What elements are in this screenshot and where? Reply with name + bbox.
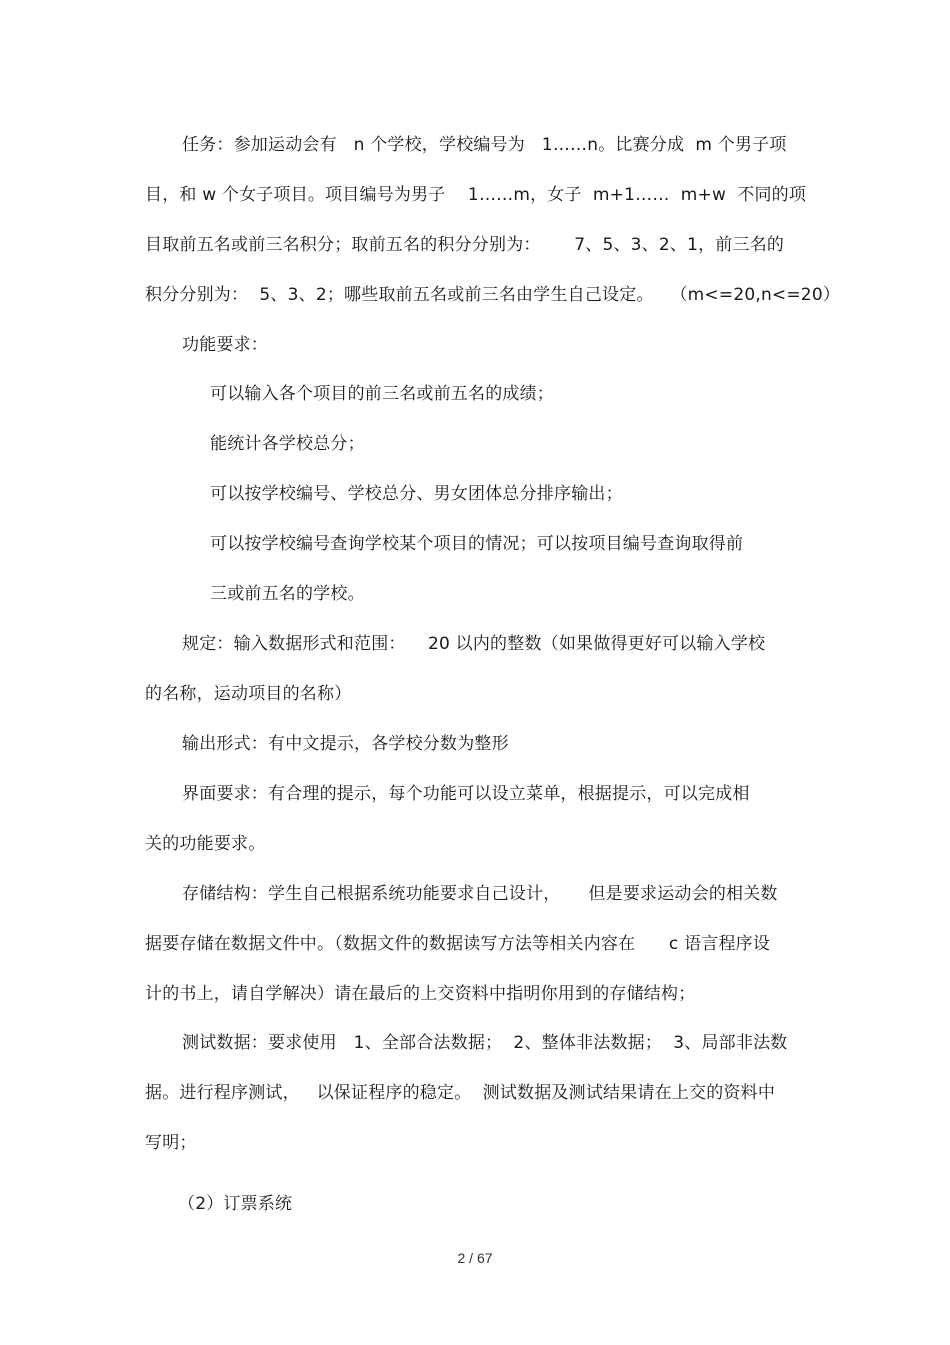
text-line: 据要存储在数据文件中。（数据文件的数据读写方法等相关内容在 c 语言程序设 bbox=[145, 934, 771, 954]
text-line: 任务：参加运动会有 n 个学校，学校编号为 1……n。比赛分成 m 个男子项 bbox=[182, 135, 787, 155]
list-item: 可以输入各个项目的前三名或前五名的成绩； bbox=[210, 384, 554, 404]
text-line: 存储结构：学生自己根据系统功能要求自己设计， 但是要求运动会的相关数 bbox=[182, 884, 778, 904]
text-line: 写明； bbox=[145, 1133, 197, 1153]
text-line: 测试数据：要求使用 1、全部合法数据； 2、整体非法数据； 3、局部非法数 bbox=[182, 1033, 788, 1053]
text-line: 输出形式：有中文提示，各学校分数为整形 bbox=[182, 734, 509, 754]
text-line: 关的功能要求。 bbox=[145, 834, 266, 854]
list-item: 可以按学校编号、学校总分、男女团体总分排序输出； bbox=[210, 484, 623, 504]
section-heading: （2）订票系统 bbox=[178, 1194, 293, 1214]
text-line: 计的书上，请自学解决）请在最后的上交资料中指明你用到的存储结构； bbox=[145, 984, 696, 1004]
text-line: 积分分别为： 5、3、2；哪些取前五名或前三名由学生自己设定。 （m<=20,n<=20） bbox=[145, 285, 841, 305]
list-item: 三或前五名的学校。 bbox=[210, 584, 365, 604]
text-line: 规定：输入数据形式和范围： 20 以内的整数（如果做得更好可以输入学校 bbox=[182, 634, 766, 654]
page-number: 2 / 67 bbox=[457, 1250, 493, 1266]
list-item: 能统计各学校总分； bbox=[210, 434, 365, 454]
text-line: 界面要求：有合理的提示，每个功能可以设立菜单，根据提示，可以完成相 bbox=[182, 784, 750, 804]
section-heading: 功能要求： bbox=[182, 335, 268, 355]
list-item: 可以按学校编号查询学校某个项目的情况；可以按项目编号查询取得前 bbox=[210, 534, 744, 554]
text-line: 据。进行程序测试， 以保证程序的稳定。 测试数据及测试结果请在上交的资料中 bbox=[145, 1083, 776, 1103]
text-line: 目取前五名或前三名积分；取前五名的积分分别为： 7、5、3、2、1，前三名的 bbox=[145, 235, 785, 255]
text-line: 的名称，运动项目的名称） bbox=[145, 684, 352, 704]
text-line: 目，和 w 个女子项目。项目编号为男子 1……m，女子 m+1…… m+w 不同的项 bbox=[145, 185, 807, 205]
